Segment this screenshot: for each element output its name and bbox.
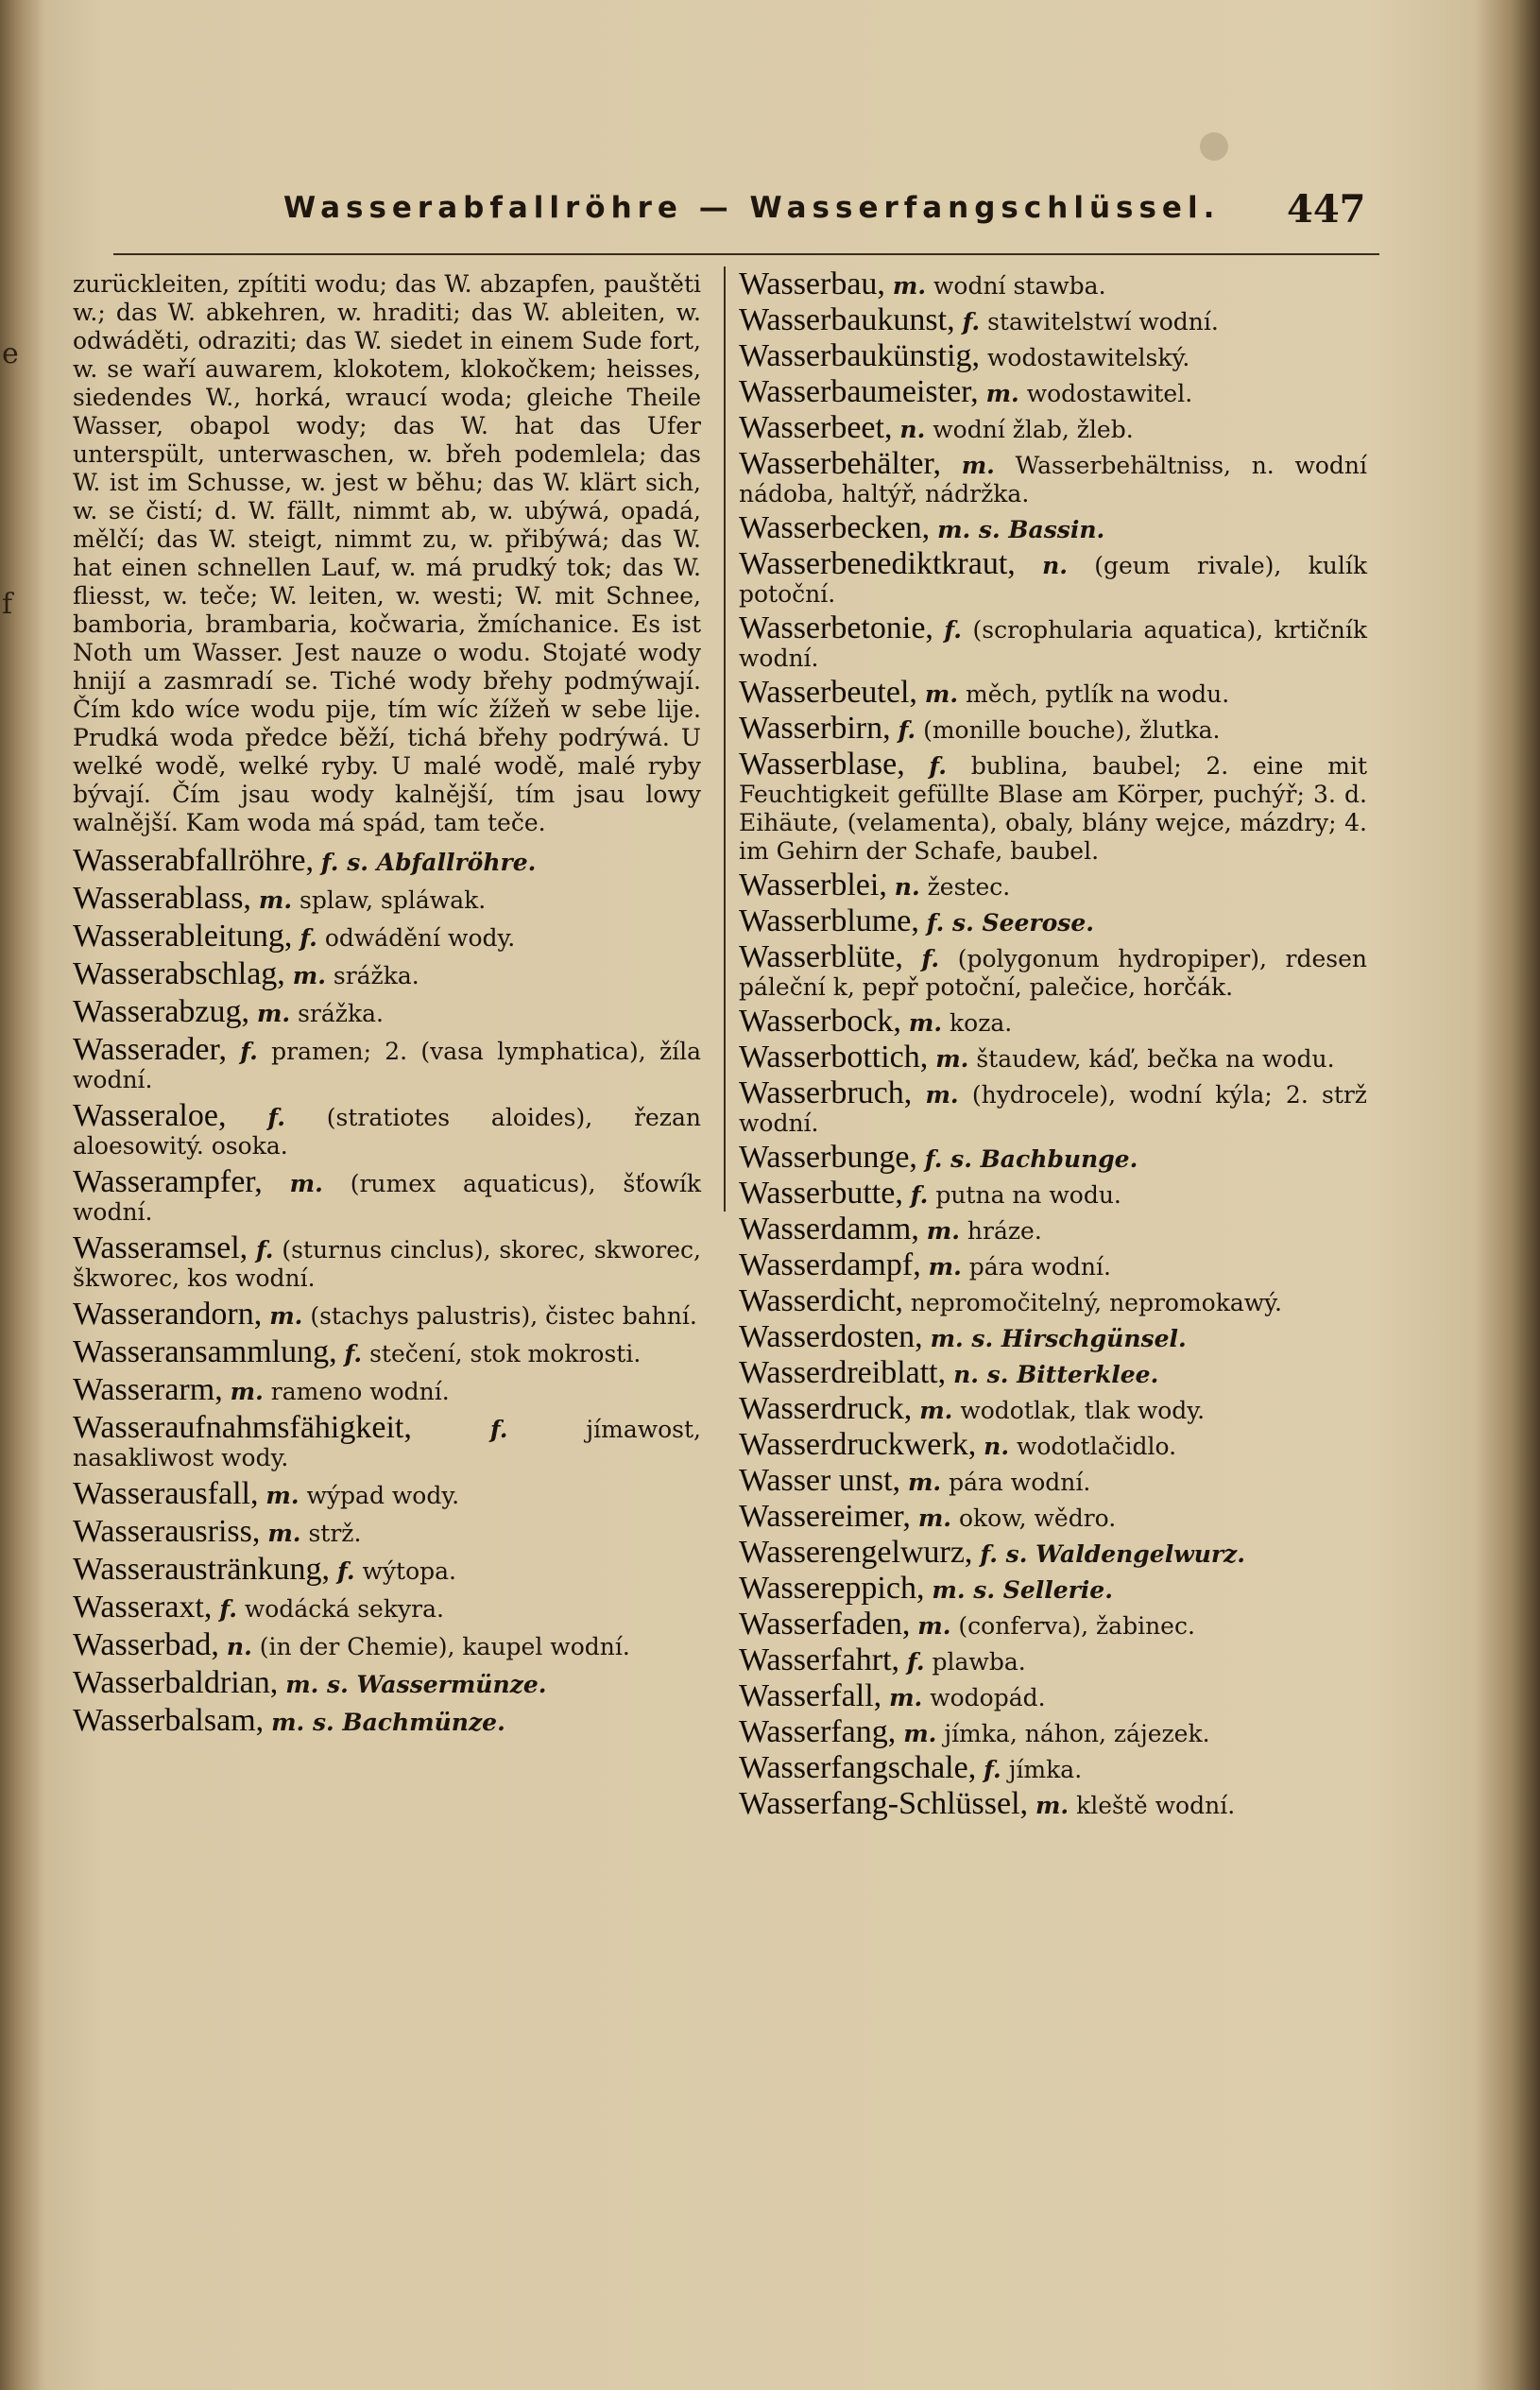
entry-headword: Wasseransammlung, <box>73 1334 337 1369</box>
dictionary-entry <box>739 1535 1367 1570</box>
entry-headword: Wasserbutte, <box>739 1176 903 1211</box>
entry-headword: Wasserbad, <box>73 1627 219 1662</box>
entry-headword: Wasserdosten, <box>739 1319 923 1354</box>
entry-headword: Wasserbaukunst, <box>739 302 955 337</box>
entry-headword: Wasseraloe, <box>73 1098 227 1133</box>
entry-definition: wýpad wody. <box>306 1482 460 1509</box>
paper-stain <box>1200 132 1228 161</box>
entry-headword: Wasserabfallröhre, <box>73 843 314 878</box>
entry-headword: Wasserbehälter, <box>739 446 941 481</box>
entry-grammar: m. <box>289 1170 323 1197</box>
dictionary-entry <box>739 1355 1367 1390</box>
entry-grammar: m. <box>985 380 1019 407</box>
dictionary-entry <box>739 546 1367 609</box>
entry-grammar: m. <box>892 272 927 300</box>
dictionary-entry <box>73 994 701 1029</box>
entry-definition: wodostawitelský. <box>987 344 1190 371</box>
entry-definition: bublina, baubel; 2. eine mit Feuchtigkeit gefüllte Blase am Körper, puchýř; 3. d. Eihäute, (velamenta), obaly, blány wejce, mázdry; 4. im Gehirn der Schafe, baubel. <box>739 752 1368 865</box>
entry-definition: (sturnus cinclus), skorec, skworec, škworec, kos wodní. <box>73 1236 701 1292</box>
entry-definition: žestec. <box>927 873 1011 901</box>
dictionary-entry <box>73 1410 702 1472</box>
entry-grammar: m. <box>925 1081 959 1109</box>
entry-headword: Wasserbeutel, <box>739 675 917 710</box>
dictionary-entry <box>739 1607 1367 1642</box>
entry-headword: Wasserdampf, <box>739 1247 921 1282</box>
entry-headword: Wasseraustränkung, <box>73 1552 331 1587</box>
entry-definition: (stachys palustris), čistec bahní. <box>310 1302 697 1330</box>
entry-definition: wodopád. <box>930 1684 1046 1711</box>
entry-headword: Wasserbecken, <box>739 510 931 545</box>
entry-grammar: f. <box>984 1756 1001 1783</box>
entry-definition: kleště wodní. <box>1076 1792 1236 1819</box>
entry-headword: Wasserbirn, <box>739 711 891 746</box>
dictionary-entry <box>739 1714 1367 1749</box>
dictionary-entry <box>739 302 1367 337</box>
entry-headword: Wasserfangschale, <box>739 1750 977 1785</box>
entry-headword: Wasserampfer, <box>73 1164 263 1199</box>
dictionary-entry <box>73 1476 701 1511</box>
entry-grammar: m. s. Hirschgünsel. <box>930 1325 1187 1352</box>
entry-definition: wodácká sekyra. <box>244 1595 444 1623</box>
left-column <box>73 270 701 1745</box>
dictionary-entry <box>739 1075 1367 1138</box>
previous-page-margin <box>2 337 21 621</box>
entry-definition: stečení, stok mokrosti. <box>369 1340 642 1367</box>
dictionary-entry <box>739 1642 1367 1677</box>
entry-definition: (scrophularia aquatica), krtičník wodní. <box>739 616 1367 672</box>
dictionary-entry <box>739 410 1367 445</box>
entry-grammar: n. <box>899 416 926 443</box>
entry-definition: wodotlačidlo. <box>1017 1433 1177 1460</box>
entry-grammar: f. <box>944 616 962 644</box>
dictionary-entry <box>73 1590 701 1625</box>
entry-definition: jímawost, nasakliwost wody. <box>73 1416 702 1471</box>
entry-headword: Wasserbenediktkraut, <box>739 546 1016 581</box>
entry-definition: srážka. <box>333 962 419 989</box>
entry-headword: Wasserblüte, <box>739 939 903 974</box>
dictionary-entry <box>739 1176 1367 1211</box>
dictionary-entry <box>73 1297 701 1332</box>
entry-grammar: f. <box>299 924 317 952</box>
entry-grammar: f. <box>240 1038 258 1065</box>
dictionary-entry <box>739 711 1367 746</box>
entry-grammar: m. <box>903 1720 937 1747</box>
entry-grammar: f. <box>962 308 981 335</box>
dictionary-entry <box>73 1552 701 1587</box>
dictionary-entry <box>739 747 1368 866</box>
entry-headword: Wasserfahrt, <box>739 1642 900 1677</box>
entry-grammar: n. <box>226 1633 252 1660</box>
dictionary-entry <box>739 510 1367 545</box>
entry-headword: Wasserbalsam, <box>73 1703 265 1738</box>
entry-definition: putna na wodu. <box>935 1181 1121 1209</box>
entry-definition: koza. <box>950 1009 1013 1037</box>
entry-definition: splaw, spláwak. <box>299 886 487 914</box>
entry-headword: Wasserblume, <box>739 903 919 938</box>
dictionary-entry <box>73 1514 701 1549</box>
entry-headword: Wasserdicht, <box>739 1283 903 1318</box>
entry-headword: Wasserausriss, <box>73 1514 261 1549</box>
entry-definition: pára wodní. <box>968 1253 1111 1281</box>
dictionary-entry <box>73 1334 701 1369</box>
entry-grammar: m. <box>258 886 293 914</box>
entry-headword: Wasseraxt, <box>73 1590 213 1625</box>
header-rule <box>113 253 1379 255</box>
dictionary-entry <box>739 939 1367 1002</box>
entry-grammar: n. <box>894 873 920 901</box>
dictionary-entry <box>739 868 1367 903</box>
entry-grammar: f. s. Abfallröhre. <box>320 849 537 876</box>
continued-entry-text: zurückleiten, zpítiti wodu; das W. abzapfen, pauštěti w.; das W. abkehren, w. hraditi; das W. ableiten, w. odwáděti, odraziti; das W. siedet in einem Sude fort, w. se waří auwarem, klokotem, klokočkem; heisses, siedendes W., horká, wraucí woda; gleiche Theile Wasser, obapol wody; das W. hat das Ufer unterspült, unterwaschen, w. břeh podemlela; das W. ist im Schusse, w. jest w běhu; das W. klärt sich, w. se čistí; d. W. fällt, nimmt ab, w. ubýwá, opadá, mělčí; das W. steigt, nimmt zu, w. přibýwá; das W. hat einen schnellen Lauf, w. má prudký tok; das W. fliesst, w. teče; W. leiten, w. westi; W. mit Schnee, bamboria, brambaria, kočwaria, žmíchanice. Es ist Noth um Wasser. Jest nauze o wodu. Stojaté wody hnijí a zasmradí se. Tiché wody břehy podmýwají. Čím kdo wíce wodu pije, tím wíc žížeň w sebe lije. Prudká woda předce běží, tichá břehy podrýwá. U welké wodě, welké ryby. U malé wodě, malé ryby bývají. Čím jsau wody kalnější, tím jsau lowy walnější. Kam woda má spád, tam teče. <box>73 270 701 836</box>
margin-fragment: e <box>2 337 19 370</box>
entry-definition: jímka, náhon, zájezek. <box>944 1720 1210 1747</box>
entry-headword: Wasserbock, <box>739 1004 901 1039</box>
entry-grammar: f. <box>906 1648 925 1676</box>
dictionary-entry <box>73 1703 701 1738</box>
entry-grammar: n. <box>984 1433 1010 1460</box>
entry-grammar: f. <box>929 752 947 780</box>
dictionary-entry <box>739 610 1367 673</box>
entry-grammar: m. <box>924 680 959 708</box>
entry-grammar: m. <box>889 1684 923 1711</box>
entry-definition: jímka. <box>1008 1756 1083 1783</box>
entry-grammar: m. <box>292 962 326 989</box>
entry-definition: (polygonum hydropiper), rdesen páleční k, pepř potoční, palečice, horčák. <box>739 945 1367 1001</box>
entry-definition: pramen; 2. (vasa lymphatica), žíla wodní. <box>73 1038 702 1093</box>
dictionary-entry <box>739 1499 1367 1534</box>
dictionary-entry <box>739 1786 1367 1821</box>
entry-grammar: m. <box>1035 1792 1069 1819</box>
entry-grammar: m. <box>917 1504 951 1532</box>
dictionary-entry <box>739 1427 1367 1462</box>
dictionary-entry <box>73 919 701 954</box>
entry-headword: Wasserabschlag, <box>73 956 285 991</box>
entry-definition: (geum rivale), kulík potoční. <box>739 552 1367 608</box>
entry-definition: stawitelstwí wodní. <box>987 308 1219 335</box>
entry-grammar: m. <box>256 1000 291 1027</box>
dictionary-entry <box>739 1247 1367 1282</box>
entry-headword: Wasserbetonie, <box>739 610 933 645</box>
entry-definition: odwádění wody. <box>324 924 516 952</box>
dictionary-entry <box>739 1140 1367 1175</box>
entry-definition: wodní žlab, žleb. <box>933 416 1134 443</box>
entry-definition: okow, wědro. <box>958 1504 1117 1532</box>
entry-definition: nepromočitelný, nepromokawý. <box>910 1289 1282 1316</box>
dictionary-entry <box>739 1319 1367 1354</box>
entry-grammar: m. <box>269 1302 303 1330</box>
entry-definition: měch, pytlík na wodu. <box>965 680 1230 708</box>
dictionary-entry <box>739 1212 1367 1247</box>
dictionary-entry <box>73 956 701 991</box>
dictionary-entry <box>73 1032 702 1094</box>
entry-headword: Wasserfaden, <box>739 1607 911 1642</box>
entry-headword: Wasserdruckwerk, <box>739 1427 977 1462</box>
entry-headword: Wasserfall, <box>739 1678 882 1713</box>
entry-headword: Wasserdamm, <box>739 1212 919 1247</box>
entry-headword: Wasserblei, <box>739 868 887 903</box>
entry-grammar: m. <box>926 1217 960 1245</box>
entry-headword: Wasserader, <box>73 1032 227 1067</box>
entry-headword: Wasseraufnahmsfähigkeit, <box>73 1410 412 1445</box>
dictionary-entry <box>73 1627 701 1662</box>
dictionary-entry <box>73 843 701 878</box>
entry-headword: Wasserdreiblatt, <box>739 1355 947 1390</box>
entry-grammar: m. s. Wassermünze. <box>285 1671 547 1698</box>
entry-headword: Wasserablass, <box>73 881 251 916</box>
entry-grammar: f. <box>489 1416 508 1443</box>
entry-headword: Wasserblase, <box>739 747 905 782</box>
entry-headword: Wasserandorn, <box>73 1297 263 1332</box>
entry-grammar: f. <box>910 1181 929 1209</box>
entry-headword: Wasserengelwurz, <box>739 1535 973 1570</box>
entry-headword: Wasserfang, <box>739 1714 897 1749</box>
left-entry-list <box>73 843 702 1738</box>
entry-grammar: m. <box>928 1253 962 1281</box>
entry-grammar: m. s. Bassin. <box>937 516 1105 543</box>
entry-headword: Wasserfang-Schlüssel, <box>739 1786 1029 1821</box>
dictionary-entry <box>73 1230 701 1293</box>
entry-definition: wýtopa. <box>362 1557 456 1585</box>
entry-definition: (stratiotes aloides), řezan aloesowitý. osoka. <box>73 1104 701 1160</box>
entry-grammar: f. s. Bachbunge. <box>924 1145 1138 1173</box>
dictionary-entry <box>739 1678 1367 1713</box>
entry-grammar: m. <box>908 1009 943 1037</box>
entry-headword: Wasserbaumeister, <box>739 374 979 409</box>
entry-definition: pára wodní. <box>949 1469 1091 1496</box>
entry-grammar: m. <box>230 1378 264 1405</box>
running-header: Wasserabfallröhre — Wasserfangschlüssel. <box>283 191 1221 225</box>
entry-grammar: m. <box>961 452 995 479</box>
entry-headword: Wasserbottich, <box>739 1040 929 1075</box>
entry-definition: Wasserbehältniss, n. wodní nádoba, haltýř, nádržka. <box>739 452 1368 507</box>
dictionary-entry <box>739 1283 1367 1318</box>
entry-headword: Wasseramsel, <box>73 1230 248 1265</box>
column-divider <box>724 267 726 1212</box>
entry-grammar: m. <box>935 1045 969 1073</box>
dictionary-entry <box>739 1391 1367 1426</box>
entry-definition: (hydrocele), wodní kýla; 2. strž wodní. <box>739 1081 1367 1137</box>
dictionary-entry <box>739 675 1367 710</box>
entry-grammar: f. <box>267 1104 285 1131</box>
entry-definition: (rumex aquaticus), šťowík wodní. <box>73 1170 701 1226</box>
entry-headword: Wasserausfall, <box>73 1476 259 1511</box>
dictionary-entry <box>739 338 1367 373</box>
dictionary-entry <box>739 903 1367 938</box>
entry-definition: wodní stawba. <box>933 272 1106 300</box>
entry-definition: plawba. <box>932 1648 1026 1676</box>
entry-grammar: n. s. Bitterklee. <box>953 1361 1159 1388</box>
entry-headword: Wasserbaukünstig, <box>739 338 981 373</box>
entry-grammar: f. s. Seerose. <box>926 909 1094 937</box>
dictionary-entry <box>739 446 1368 508</box>
entry-definition: rameno wodní. <box>270 1378 450 1405</box>
entry-headword: Wasserbeet, <box>739 410 893 445</box>
dictionary-entry <box>73 1372 701 1407</box>
entry-grammar: f. <box>219 1595 237 1623</box>
entry-grammar: f. <box>921 945 940 972</box>
entry-grammar: m. <box>917 1612 951 1640</box>
entry-grammar: m. <box>267 1520 301 1547</box>
entry-grammar: f. <box>255 1236 274 1264</box>
dictionary-entry <box>739 1571 1367 1606</box>
entry-definition: hráze. <box>967 1217 1042 1245</box>
entry-headword: Wasserabzug, <box>73 994 250 1029</box>
entry-headword: Wasserbunge, <box>739 1140 917 1175</box>
dictionary-entry <box>739 374 1367 409</box>
dictionary-entry <box>73 1164 701 1227</box>
entry-headword: Wasserbaldrian, <box>73 1665 279 1700</box>
entry-headword: Wasserableitung, <box>73 919 293 954</box>
entry-grammar: m. <box>907 1469 942 1496</box>
entry-grammar: n. <box>1042 552 1068 579</box>
entry-definition: (monille bouche), žlutka. <box>923 716 1221 744</box>
entry-grammar: m. <box>919 1397 953 1424</box>
entry-headword: Wasserarm, <box>73 1372 223 1407</box>
entry-grammar: f. <box>336 1557 355 1585</box>
entry-headword: Wasser unst, <box>739 1463 901 1498</box>
entry-headword: Wassereimer, <box>739 1499 911 1534</box>
entry-grammar: f. <box>344 1340 363 1367</box>
entry-headword: Wasserdruck, <box>739 1391 913 1426</box>
entry-grammar: f. s. Waldengelwurz. <box>980 1540 1245 1568</box>
dictionary-entry <box>739 1463 1367 1498</box>
entry-grammar: m. s. Bachmünze. <box>271 1709 505 1736</box>
entry-definition: srážka. <box>298 1000 384 1027</box>
page-number: 447 <box>1287 187 1366 232</box>
dictionary-entry <box>739 1004 1367 1039</box>
entry-headword: Wasserbau, <box>739 267 885 301</box>
dictionary-entry <box>73 881 701 916</box>
entry-definition: wodotlak, tlak wody. <box>960 1397 1206 1424</box>
entry-grammar: m. <box>265 1482 299 1509</box>
dictionary-entry <box>73 1098 701 1161</box>
entry-headword: Wassereppich, <box>739 1571 925 1606</box>
entry-definition: (conferva), žabinec. <box>958 1612 1195 1640</box>
entry-definition: (in der Chemie), kaupel wodní. <box>259 1633 630 1660</box>
dictionary-entry <box>73 1665 701 1700</box>
entry-definition: štaudew, káď, bečka na wodu. <box>976 1045 1335 1073</box>
entry-grammar: f. <box>898 716 916 744</box>
dictionary-entry <box>739 267 1367 301</box>
dictionary-entry <box>739 1040 1367 1075</box>
right-entry-list <box>739 267 1368 1821</box>
entry-definition: strž. <box>308 1520 362 1547</box>
entry-headword: Wasserbruch, <box>739 1075 913 1110</box>
right-column <box>739 267 1368 1826</box>
dictionary-entry <box>739 1750 1367 1785</box>
entry-grammar: m. s. Sellerie. <box>932 1576 1113 1604</box>
entry-definition: wodostawitel. <box>1026 380 1193 407</box>
margin-fragment: f <box>2 588 13 621</box>
